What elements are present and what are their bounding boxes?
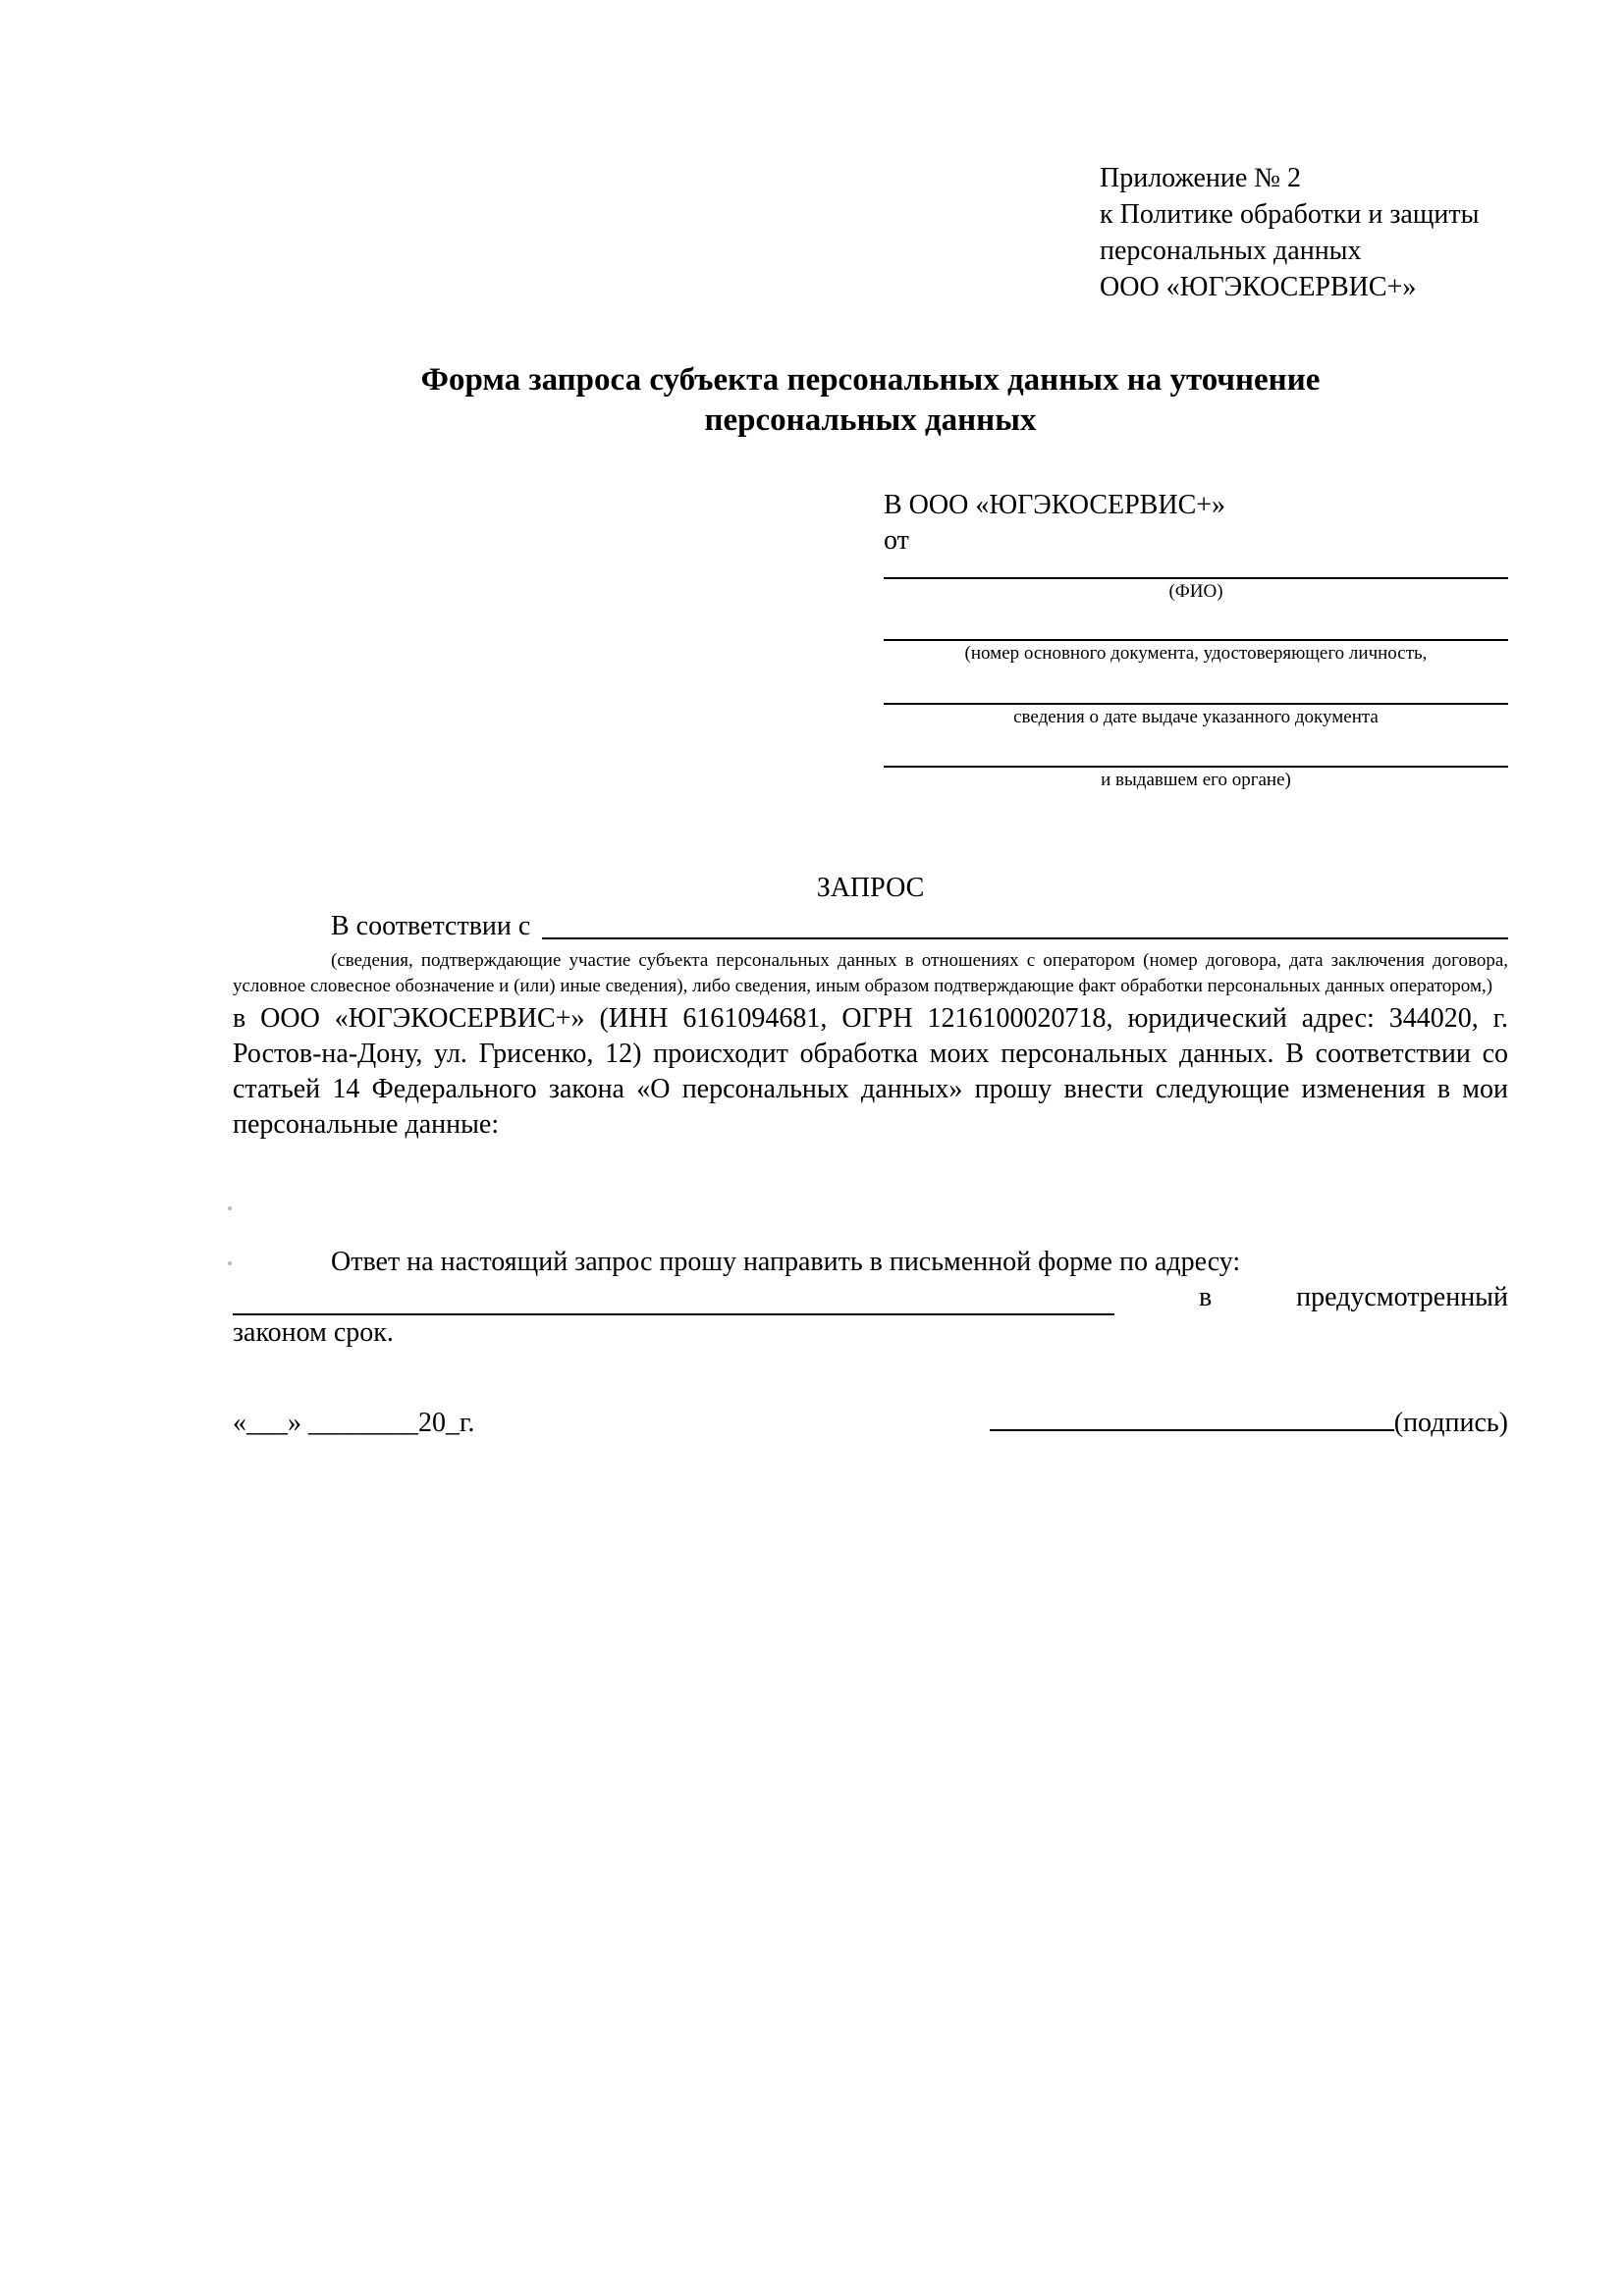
basis-label: В соответствии с (331, 911, 531, 941)
basis-note: (сведения, подтверждающие участие субъекта персональных данных в отношениях с оператором (номер договора, дата заключения договора, условное словесное обозначение и (или) иные сведения), либо сведения, иным образом подтверждающие факт обработки персональных данных оператором,) (233, 950, 1508, 996)
address-blank-line (233, 1284, 1114, 1315)
document-title (233, 360, 1508, 441)
body-paragraph: в ООО «ЮГЭКОСЕРВИС+» (ИНН 6161094681, ОГРН 1216100020718, юридический адрес: 344020, г. Ростов-на-Дону, ул. Грисенко, 12) происходит обработка моих персональных данных. В соответствии со статьей 14 Федерального закона «О персональных данных» прошу внести следующие изменения в мои персональные данные: (233, 1003, 1508, 1140)
document-content (233, 0, 1508, 1441)
signature-area (990, 1402, 1508, 1441)
fio-blank-line (884, 559, 1508, 579)
faint-dot-artifact (228, 1206, 232, 1210)
appendix-line: к Политике обработки и защиты (1100, 199, 1480, 230)
fio-caption: (ФИО) (1168, 581, 1223, 602)
issue-date-blank-line (884, 667, 1508, 705)
document-number-blank-line (884, 605, 1508, 641)
basis-blank-line (542, 909, 1508, 939)
request-heading: ЗАПРОС (816, 873, 925, 903)
appendix-block (1100, 160, 1508, 305)
signature-caption: (подпись) (1393, 1408, 1508, 1438)
reply-word-v: в (1198, 1282, 1213, 1312)
recipient-to: В ООО «ЮГЭКОСЕРВИС+» (884, 490, 1226, 520)
reply-paragraph-line-3: законом срок. (233, 1317, 394, 1348)
recipient-from-label: от (884, 525, 909, 556)
signature-row (233, 1402, 1508, 1441)
faint-dot-artifact (228, 1261, 232, 1265)
appendix-line: персональных данных (1100, 236, 1362, 266)
issuing-authority-caption: и выдавшем его органе) (1101, 770, 1291, 790)
title-line-2: персональных данных (704, 402, 1037, 438)
appendix-line: Приложение № 2 (1100, 163, 1301, 193)
basis-line (233, 909, 1508, 944)
document-number-caption: (номер основного документа, удостоверяющего личность, (964, 643, 1428, 664)
issue-date-caption: сведения о дате выдаче указанного документа (1013, 707, 1379, 727)
signature-blank-line (990, 1402, 1394, 1431)
appendix-line: ООО «ЮГЭКОСЕРВИС+» (1100, 272, 1417, 302)
recipient-block (884, 488, 1508, 793)
reply-word-predusmotrennyy: предусмотренный (1296, 1282, 1508, 1312)
reply-paragraph-line-1: Ответ на настоящий запрос прошу направить в письменной форме по адресу: (331, 1247, 1241, 1277)
title-line-1: Форма запроса субъекта персональных данных на уточнение (420, 362, 1321, 398)
issuing-authority-blank-line (884, 730, 1508, 768)
reply-paragraph-line-2 (233, 1280, 1508, 1315)
date-blank: «___» ________20_г. (233, 1408, 475, 1438)
